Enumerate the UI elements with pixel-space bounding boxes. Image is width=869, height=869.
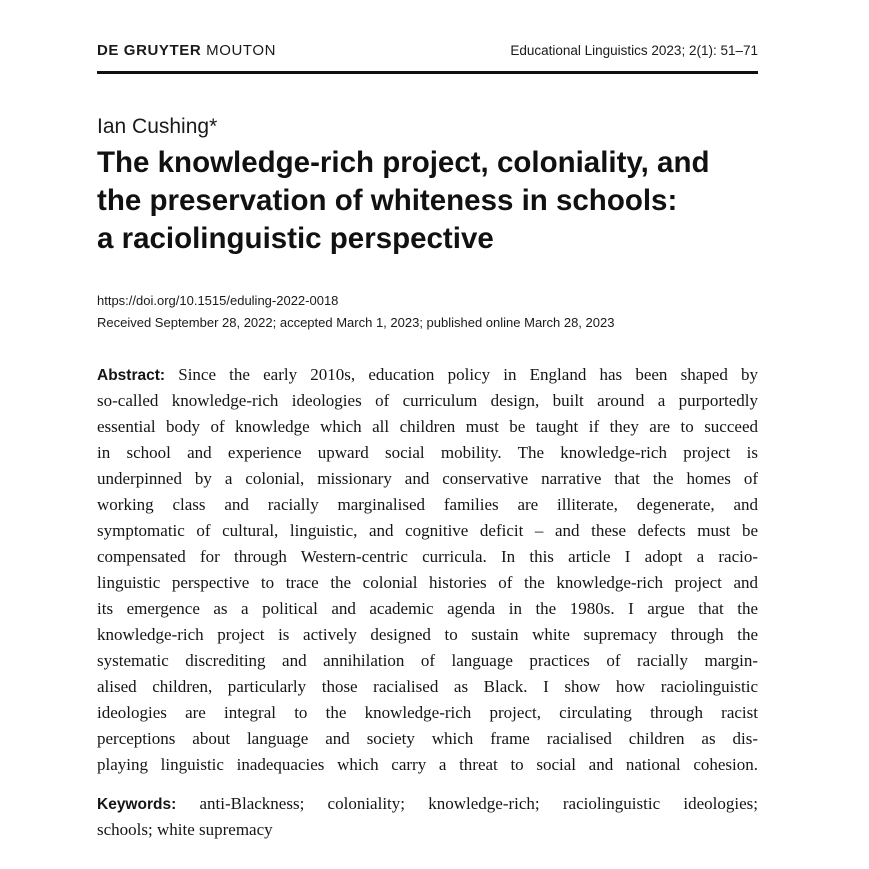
abstract-line: underpinned by a colonial, missionary and conservative narrative that the homes of	[97, 469, 758, 488]
abstract-line: symptomatic of cultural, linguistic, and cognitive deficit – and these defects must be	[97, 521, 758, 540]
header-rule	[97, 71, 758, 74]
abstract-line	[97, 362, 758, 388]
abstract-line: its emergence as a political and academic agenda in the 1980s. I argue that the	[97, 599, 758, 618]
publisher-name-light: MOUTON	[206, 42, 277, 59]
abstract-line: systematic discrediting and annihilation of language practices of racially margin-	[97, 651, 758, 670]
abstract-line: working class and racially marginalised families are illiterate, degenerate, and	[97, 495, 758, 514]
abstract-line: playing linguistic inadequacies which carry a threat to social and national cohesion.	[97, 755, 758, 774]
keywords	[97, 791, 758, 843]
article-title-line: a raciolinguistic perspective	[97, 222, 494, 255]
doi-link[interactable]: https://doi.org/10.1515/eduling-2022-0018	[97, 293, 339, 308]
abstract-line-text: Since the early 2010s, education policy in England has been shaped by	[178, 365, 758, 384]
abstract-line: perceptions about language and society which frame racialised children as dis-	[97, 729, 758, 748]
abstract-line: knowledge-rich project is actively designed to sustain white supremacy through the	[97, 625, 758, 644]
publication-dates: Received September 28, 2022; accepted March 1, 2023; published online March 28, 2023	[97, 315, 615, 330]
publisher-name-bold: DE GRUYTER	[97, 42, 202, 59]
article-title-line: the preservation of whiteness in schools:	[97, 184, 678, 217]
abstract-line: linguistic perspective to trace the colonial histories of the knowledge-rich project and	[97, 573, 758, 592]
abstract-line: so-called knowledge-rich ideologies of curriculum design, built around a purportedly	[97, 391, 758, 410]
abstract-line: compensated for through Western-centric curricula. In this article I adopt a racio-	[97, 547, 758, 566]
article-title	[97, 144, 758, 258]
article-title-line: The knowledge-rich project, coloniality, and	[97, 146, 710, 179]
running-header	[97, 42, 758, 62]
abstract-line: essential body of knowledge which all children must be taught if they are to succeed	[97, 417, 758, 436]
article-metadata	[97, 290, 614, 334]
author-name: Ian Cushing*	[97, 115, 218, 138]
journal-citation: Educational Linguistics 2023; 2(1): 51–71	[510, 43, 758, 58]
abstract-line: alised children, particularly those racialised as Black. I show how raciolinguistic	[97, 677, 758, 696]
keywords-line-text: anti-Blackness; coloniality; knowledge-rich; raciolinguistic ideologies;	[199, 794, 758, 813]
keywords-label: Keywords:	[97, 796, 177, 813]
abstract	[97, 362, 758, 778]
keywords-line	[97, 791, 758, 817]
keywords-line: schools; white supremacy	[97, 820, 273, 839]
abstract-line: in school and experience upward social mobility. The knowledge-rich project is	[97, 443, 758, 462]
abstract-line: ideologies are integral to the knowledge-rich project, circulating through racist	[97, 703, 758, 722]
abstract-label: Abstract:	[97, 367, 166, 384]
publisher-name	[97, 42, 276, 59]
